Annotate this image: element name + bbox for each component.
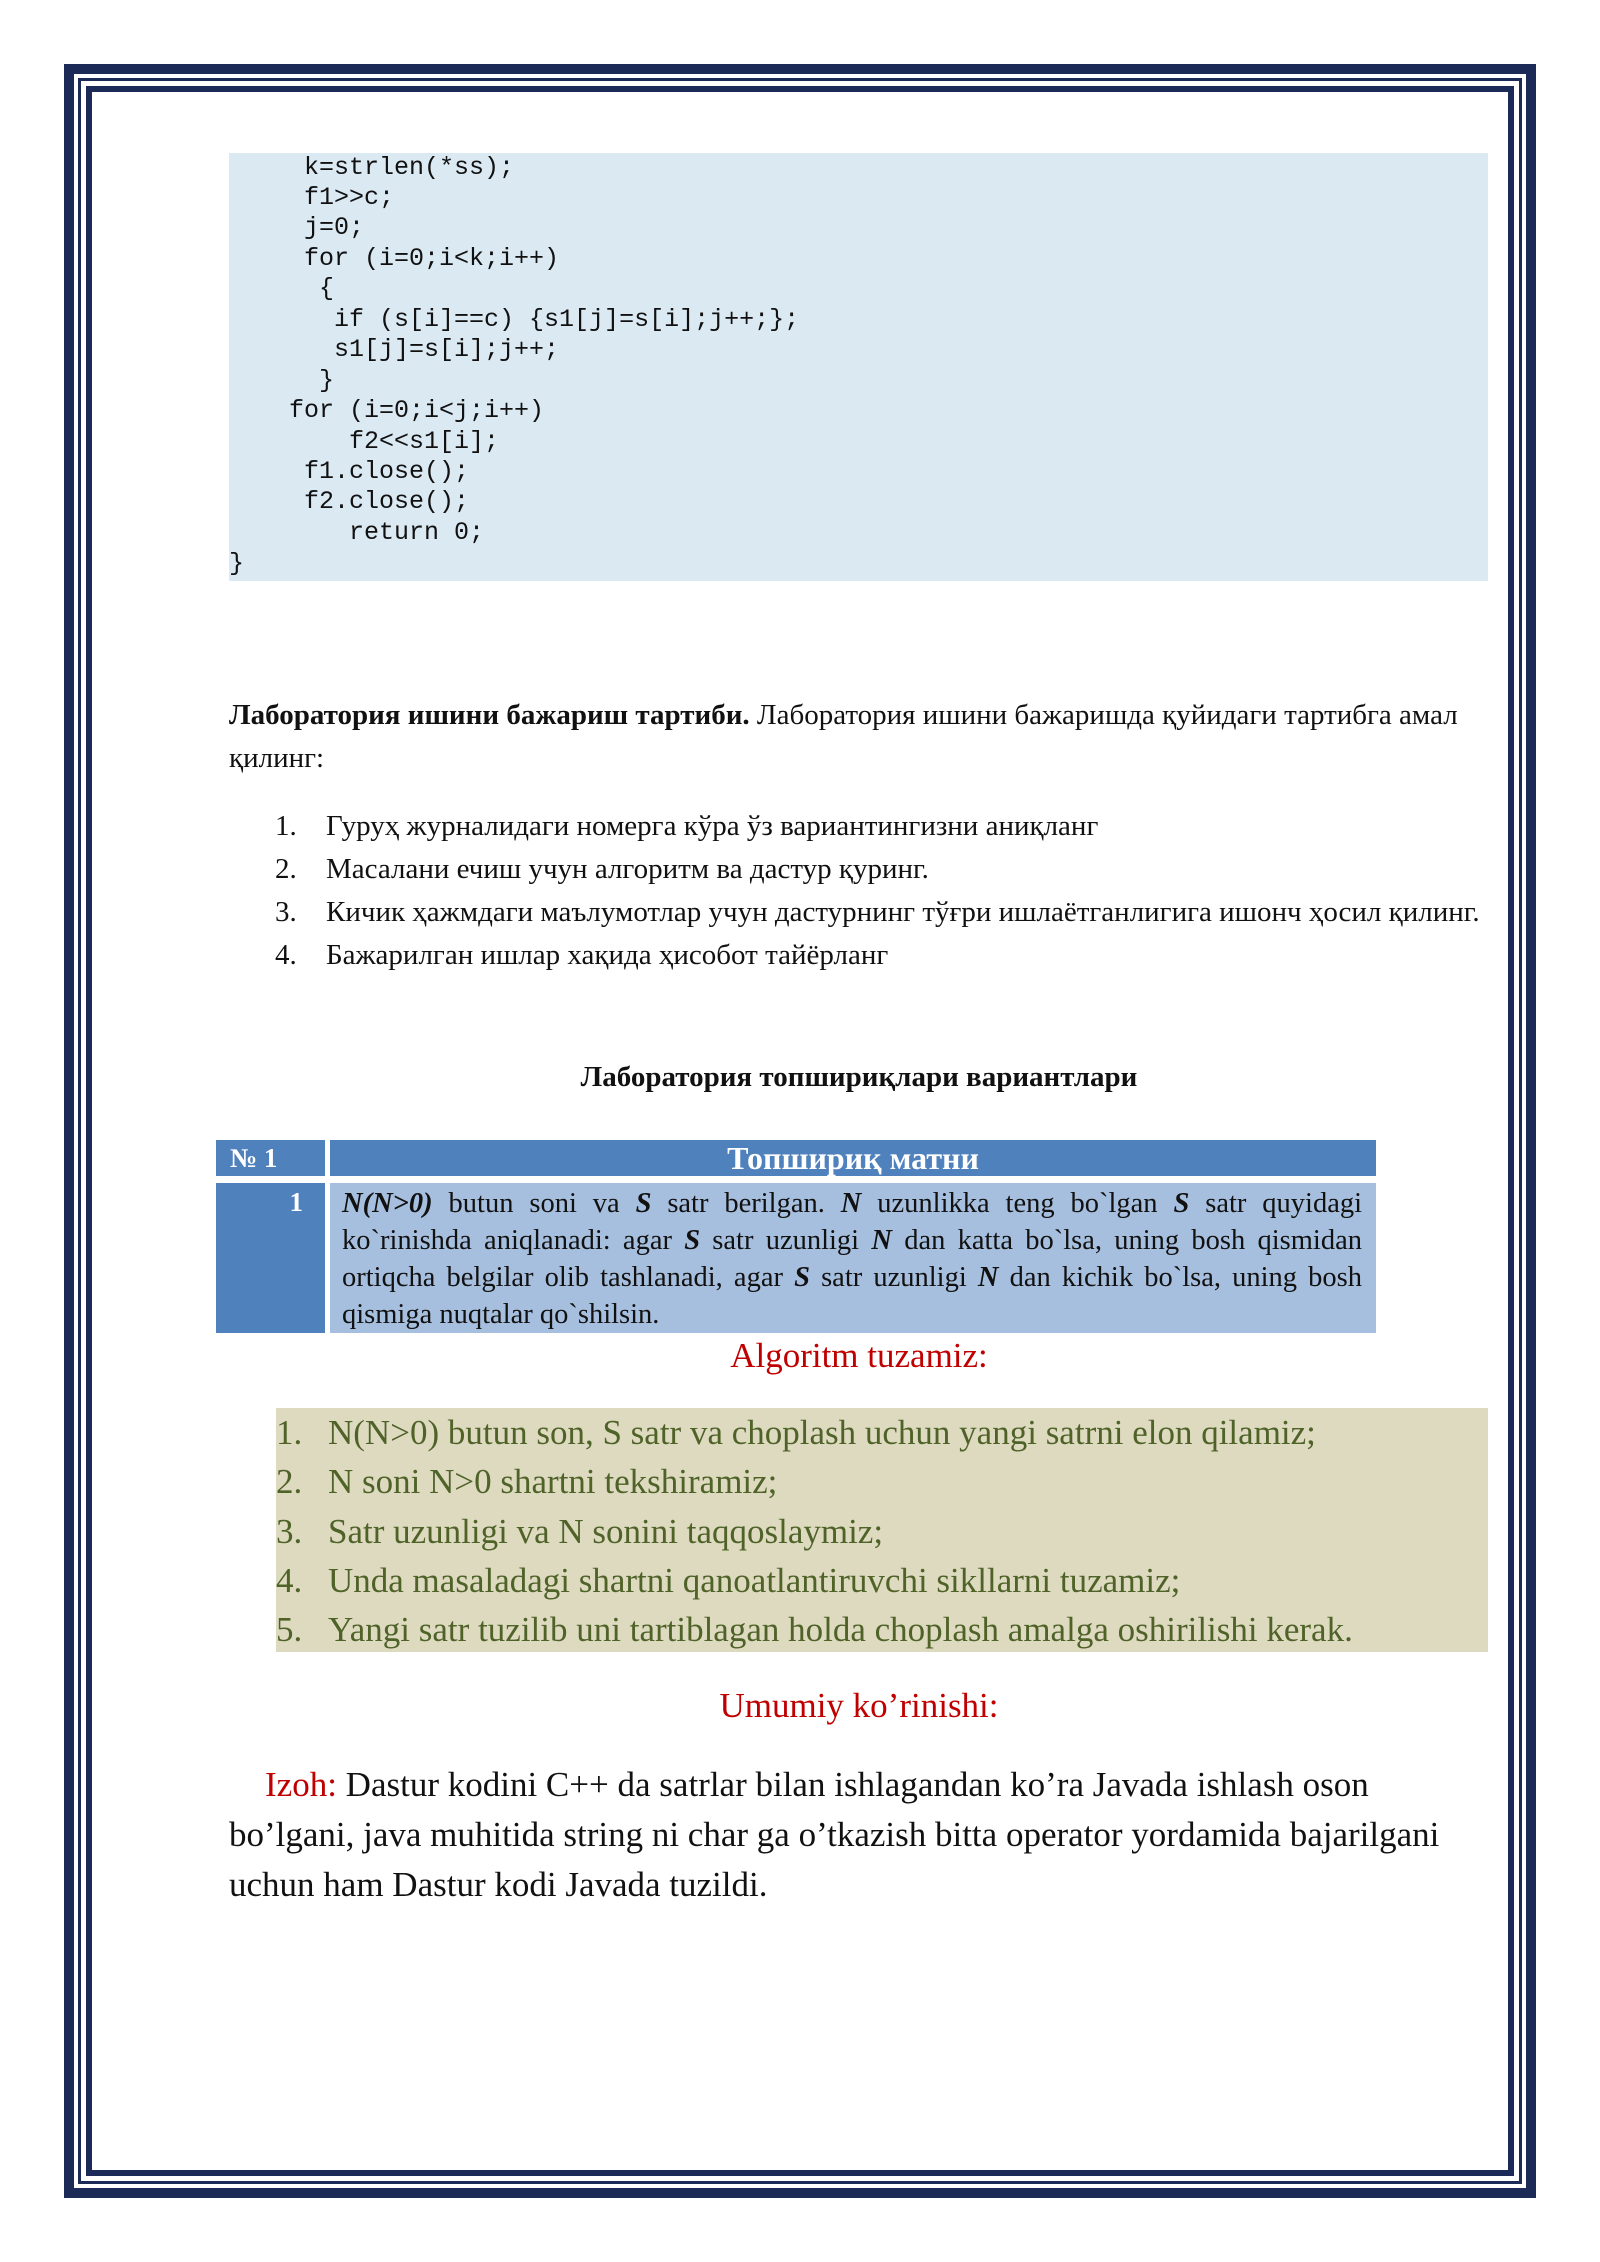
algorithm-step-text: N soni N>0 shartni tekshiramiz; [328, 1462, 778, 1501]
list-item-text: Бажарилган ишлар хақида ҳисобот тайёрланг [326, 939, 889, 971]
code-line: } [229, 549, 245, 578]
list-item-number: 3. [275, 896, 297, 928]
code-line: for (i=0;i<k;i++) [229, 244, 560, 273]
task-var-n: N [977, 1262, 999, 1293]
code-block [229, 153, 1488, 581]
code-line: if (s[i]==c) {s1[j]=s[i];j++;}; [229, 305, 800, 334]
code-line: f1>>c; [229, 183, 395, 212]
algorithm-step-text: Unda masaladagi shartni qanoatlantiruvchi sikllarni tuzamiz; [328, 1561, 1181, 1600]
algorithm-step-number: 1. [276, 1413, 303, 1452]
task-text-part: butun soni va [432, 1188, 636, 1219]
algorithm-list [276, 1408, 1488, 1652]
algorithm-step-text: Yangi satr tuzilib uni tartiblagan holda choplash amalga oshirilishi kerak. [328, 1610, 1353, 1649]
task-text-part: uzunlikka teng bo`lgan [861, 1188, 1174, 1219]
code-line: { [229, 274, 335, 303]
task-var-s: S [684, 1225, 701, 1256]
list-item [275, 805, 1489, 848]
code-line: } [229, 366, 335, 395]
list-item [275, 891, 1489, 934]
table-cell-task-text [330, 1183, 1376, 1333]
list-item-number: 4. [275, 939, 297, 971]
task-text-part: satr uzunligi [700, 1225, 872, 1256]
task-text-part: dan katta bo`lsa, uning bosh qismidan ortiqcha belgilar olib tashlanadi, agar [342, 1225, 1362, 1293]
table-cell-number: 1 [216, 1183, 325, 1333]
code-line: j=0; [229, 213, 365, 242]
task-var-s: S [635, 1188, 652, 1219]
algorithm-step [276, 1411, 1316, 1455]
algorithm-step-text: Satr uzunligi va N sonini taqqoslaymiz; [328, 1512, 884, 1551]
note-text: Dastur kodini C++ da satrlar bilan ishlagandan ko’ra Javada ishlash oson bo’lgani, java muhitida string ni char ga o’tkazish bitta operator yordamida bajarilgani uchun ham Dastur kodi Javada tuzildi. [229, 1765, 1440, 1904]
task-var-n: N [871, 1225, 892, 1256]
algorithm-step [276, 1510, 883, 1554]
code-line: for (i=0;i<j;i++) [229, 396, 545, 425]
algorithm-step [276, 1460, 777, 1504]
procedure-title: Лаборатория ишини бажариш тартиби. [229, 699, 750, 731]
list-item-text: Гуруҳ журналидаги номерга кўра ўз вариантингизни аниқланг [326, 810, 1099, 842]
task-text-part: satr uzunligi [809, 1262, 978, 1293]
list-item-number: 1. [275, 810, 297, 842]
variants-title: Лаборатория топшириқлари вариантлари [580, 1061, 1138, 1093]
task-var-s: S [794, 1262, 810, 1293]
table-header-number: № 1 [216, 1140, 325, 1176]
list-item [275, 934, 1489, 977]
task-text-part: satr quyidagi ko`rinishda aniqlanadi: agar [342, 1188, 1363, 1256]
procedure-steps-list [275, 805, 1489, 977]
algorithm-step-number: 4. [276, 1561, 303, 1600]
list-item-text: Масалани ечиш учун алгоритм ва дастур қуринг. [326, 853, 929, 885]
overview-heading: Umumiy ko’rinishi: [719, 1686, 999, 1725]
code-line: return 0; [229, 518, 485, 547]
algorithm-step [276, 1608, 1353, 1652]
task-text-part: dan kichik bo`lsa, uning bosh qismiga nuqtalar qo`shilsin. [342, 1262, 1363, 1330]
task-text-part: satr berilgan. [651, 1188, 841, 1219]
task-var-n: N(N>0) [342, 1188, 433, 1219]
table-header-text: Топшириқ матни [330, 1140, 1376, 1176]
note-paragraph [229, 1760, 1489, 1910]
task-var-n: N [840, 1188, 862, 1219]
code-line: f2<<s1[i]; [229, 427, 500, 456]
code-line: f2.close(); [229, 487, 470, 516]
algorithm-step [276, 1559, 1180, 1603]
list-item [275, 848, 1489, 891]
procedure-paragraph [229, 694, 1489, 780]
algorithm-step-text: N(N>0) butun son, S satr va choplash uchun yangi satrni elon qilamiz; [328, 1413, 1316, 1452]
algorithm-step-number: 5. [276, 1610, 303, 1649]
code-line: f1.close(); [229, 457, 470, 486]
procedure-text: Лаборатория ишини бажаришда қуйидаги тартибга амал қилинг: [229, 699, 1458, 774]
algorithm-step-number: 2. [276, 1462, 303, 1501]
code-line: k=strlen(*ss); [229, 153, 515, 182]
algorithm-step-number: 3. [276, 1512, 303, 1551]
list-item-text: Кичик ҳажмдаги маълумотлар учун дастурнинг тўғри ишлаётганлигига ишонч ҳосил қилинг. [326, 896, 1480, 928]
algorithm-heading: Algoritm tuzamiz: [730, 1336, 988, 1375]
list-item-number: 2. [275, 853, 297, 885]
note-label: Izoh: [265, 1765, 337, 1804]
code-line: s1[j]=s[i];j++; [229, 335, 560, 364]
task-var-s: S [1173, 1188, 1190, 1219]
